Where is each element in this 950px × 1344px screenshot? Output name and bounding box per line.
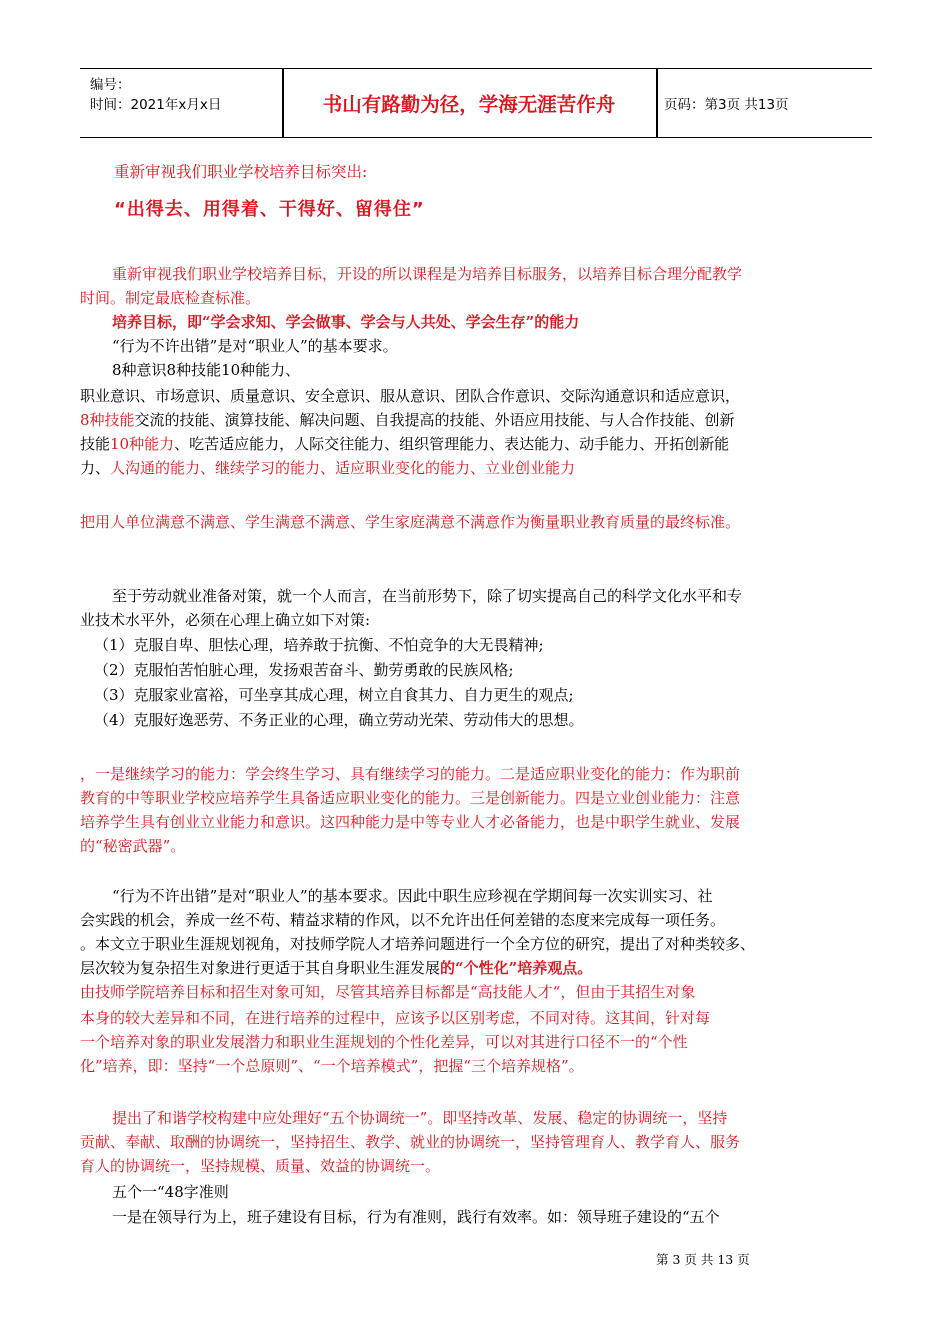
page-header bbox=[80, 68, 872, 138]
paragraph-line: 育人的协调统一，坚持规模、质量、效益的协调统一。 bbox=[80, 1157, 441, 1175]
text-span: 技能 bbox=[80, 435, 111, 453]
paragraph-line bbox=[80, 456, 900, 480]
paragraph-line: ，一是继续学习的能力：学会终生学习、具有继续学习的能力。二是适应职业变化的能力：作为职前 bbox=[80, 765, 741, 783]
paragraph-line: 时间。制定最底检查标准。 bbox=[80, 289, 261, 307]
paragraph-line bbox=[80, 956, 900, 980]
highlight-text: 10种能力 bbox=[110, 435, 175, 453]
paragraph-line: 职业意识、市场意识、质量意识、安全意识、服从意识、团队合作意识、交际沟通意识和适应意识， bbox=[80, 387, 741, 405]
list-item: （2）克服怕苦怕脏心理，发扬艰苦奋斗、勤劳勇敢的民族风格; bbox=[94, 661, 514, 679]
paragraph-line: “行为不许出错”是对“职业人”的基本要求。 bbox=[112, 337, 398, 355]
text-span: 交流的技能、演算技能、解决问题、自我提高的技能、外语应用技能、与人合作技能、创新 bbox=[134, 411, 735, 429]
paragraph-line: 五个一“48字准则 bbox=[112, 1183, 229, 1201]
paragraph-line: 会实践的机会，养成一丝不苟、精益求精的作风，以不允许出任何差错的态度来完成每一项任务。 bbox=[80, 911, 726, 929]
paragraph-line: 由技师学院培养目标和招生对象可知，尽管其培养目标都是“高技能人才“，但由于其招生对象 bbox=[80, 983, 696, 1001]
paragraph-line: 。本文立于职业生涯规划视角，对技师学院人才培养问题进行一个全方位的研究，提出了对种类较多、 bbox=[80, 935, 756, 953]
paragraph-line: 本身的较大差异和不同，在进行培养的过程中，应该予以区别考虑，不同对待。这其间，针对每 bbox=[80, 1009, 711, 1027]
paragraph-line: 重新审视我们职业学校培养目标，开设的所以课程是为培养目标服务，以培养目标合理分配教学 bbox=[112, 265, 743, 283]
paragraph-line: 化”培养，即：坚持“一个总原则”、“一个培养模式”，把握“三个培养规格”。 bbox=[80, 1057, 584, 1075]
paragraph-line: 业技术水平外，必须在心理上确立如下对策: bbox=[80, 611, 371, 629]
list-item: （3）克服家业富裕，可坐享其成心理，树立自食其力、自力更生的观点; bbox=[94, 686, 574, 704]
paragraph-line: 培养目标，即“学会求知、学会做事、学会与人共处、学会生存”的能力 bbox=[112, 313, 580, 331]
highlight-text: 人沟通的能力、继续学习的能力、适应职业变化的能力、立业创业能力 bbox=[110, 459, 576, 477]
paragraph-line: 培养学生具有创业立业能力和意识。这四种能力是中等专业人才必备能力，也是中职学生就业、发展 bbox=[80, 813, 741, 831]
header-motto: 书山有路勤为径，学海无涯苦作舟 bbox=[322, 93, 616, 116]
page-footer: 第 3 页 共 13 页 bbox=[656, 1252, 750, 1267]
paragraph-line bbox=[80, 408, 900, 432]
text-span: 力、 bbox=[80, 459, 111, 477]
list-item: （4）克服好逸恶劳、不务正业的心理，确立劳动光荣、劳动伟大的思想。 bbox=[94, 711, 584, 729]
paragraph-line: “行为不许出错”是对“职业人”的基本要求。因此中职生应珍视在学期间每一次实训实习、社 bbox=[112, 887, 713, 905]
header-divider bbox=[656, 69, 658, 137]
highlight-text: 8种技能 bbox=[80, 411, 135, 429]
paragraph-line: 提出了和谐学校构建中应处理好“五个协调统一”。即坚持改革、发展、稳定的协调统一，坚持 bbox=[112, 1109, 728, 1127]
highlight-text: 的“个性化”培养观点。 bbox=[440, 959, 593, 977]
date-label: 时间：2021年x月x日 bbox=[90, 97, 222, 113]
paragraph-line bbox=[80, 432, 900, 456]
paragraph-line: 把用人单位满意不满意、学生满意不满意、学生家庭满意不满意作为衡量职业教育质量的最终标准。 bbox=[80, 513, 741, 531]
list-item: （1）克服自卑、胆怯心理，培养敢于抗衡、不怕竞争的大无畏精神; bbox=[94, 636, 544, 654]
text-span: 、吃苦适应能力，人际交往能力、组织管理能力、表达能力、动手能力、开拓创新能 bbox=[174, 435, 730, 453]
paragraph-line: 贡献、奉献、取酬的协调统一，坚持招生、教学、就业的协调统一，坚持管理育人、教学育人、服务 bbox=[80, 1133, 741, 1151]
header-meta bbox=[90, 75, 280, 115]
header-page-label: 页码：第3页 共13页 bbox=[664, 97, 789, 113]
intro-line: 重新审视我们职业学校培养目标突出: bbox=[114, 163, 368, 181]
number-label: 编号： bbox=[90, 77, 131, 93]
paragraph-line: 的“秘密武器”。 bbox=[80, 837, 186, 855]
paragraph-line: 教育的中等职业学校应培养学生具备适应职业变化的能力。三是创新能力。四是立业创业能力：注意 bbox=[80, 789, 741, 807]
text-span: 层次较为复杂招生对象进行更适于其自身职业生涯发展 bbox=[80, 959, 441, 977]
paragraph-line: 一是在领导行为上，班子建设有目标，行为有准则，践行有效率。如：领导班子建设的“五个 bbox=[112, 1208, 720, 1226]
paragraph-line: 一个培养对象的职业发展潜力和职业生涯规划的个性化差异，可以对其进行口径不一的“个性 bbox=[80, 1033, 688, 1051]
paragraph-line: 至于劳动就业准备对策，就一个人而言，在当前形势下，除了切实提高自己的科学文化水平和专 bbox=[112, 587, 743, 605]
paragraph-line: 8种意识8种技能10种能力、 bbox=[112, 361, 301, 379]
goal-slogan: “出得去、用得着、干得好、留得住” bbox=[114, 199, 425, 220]
